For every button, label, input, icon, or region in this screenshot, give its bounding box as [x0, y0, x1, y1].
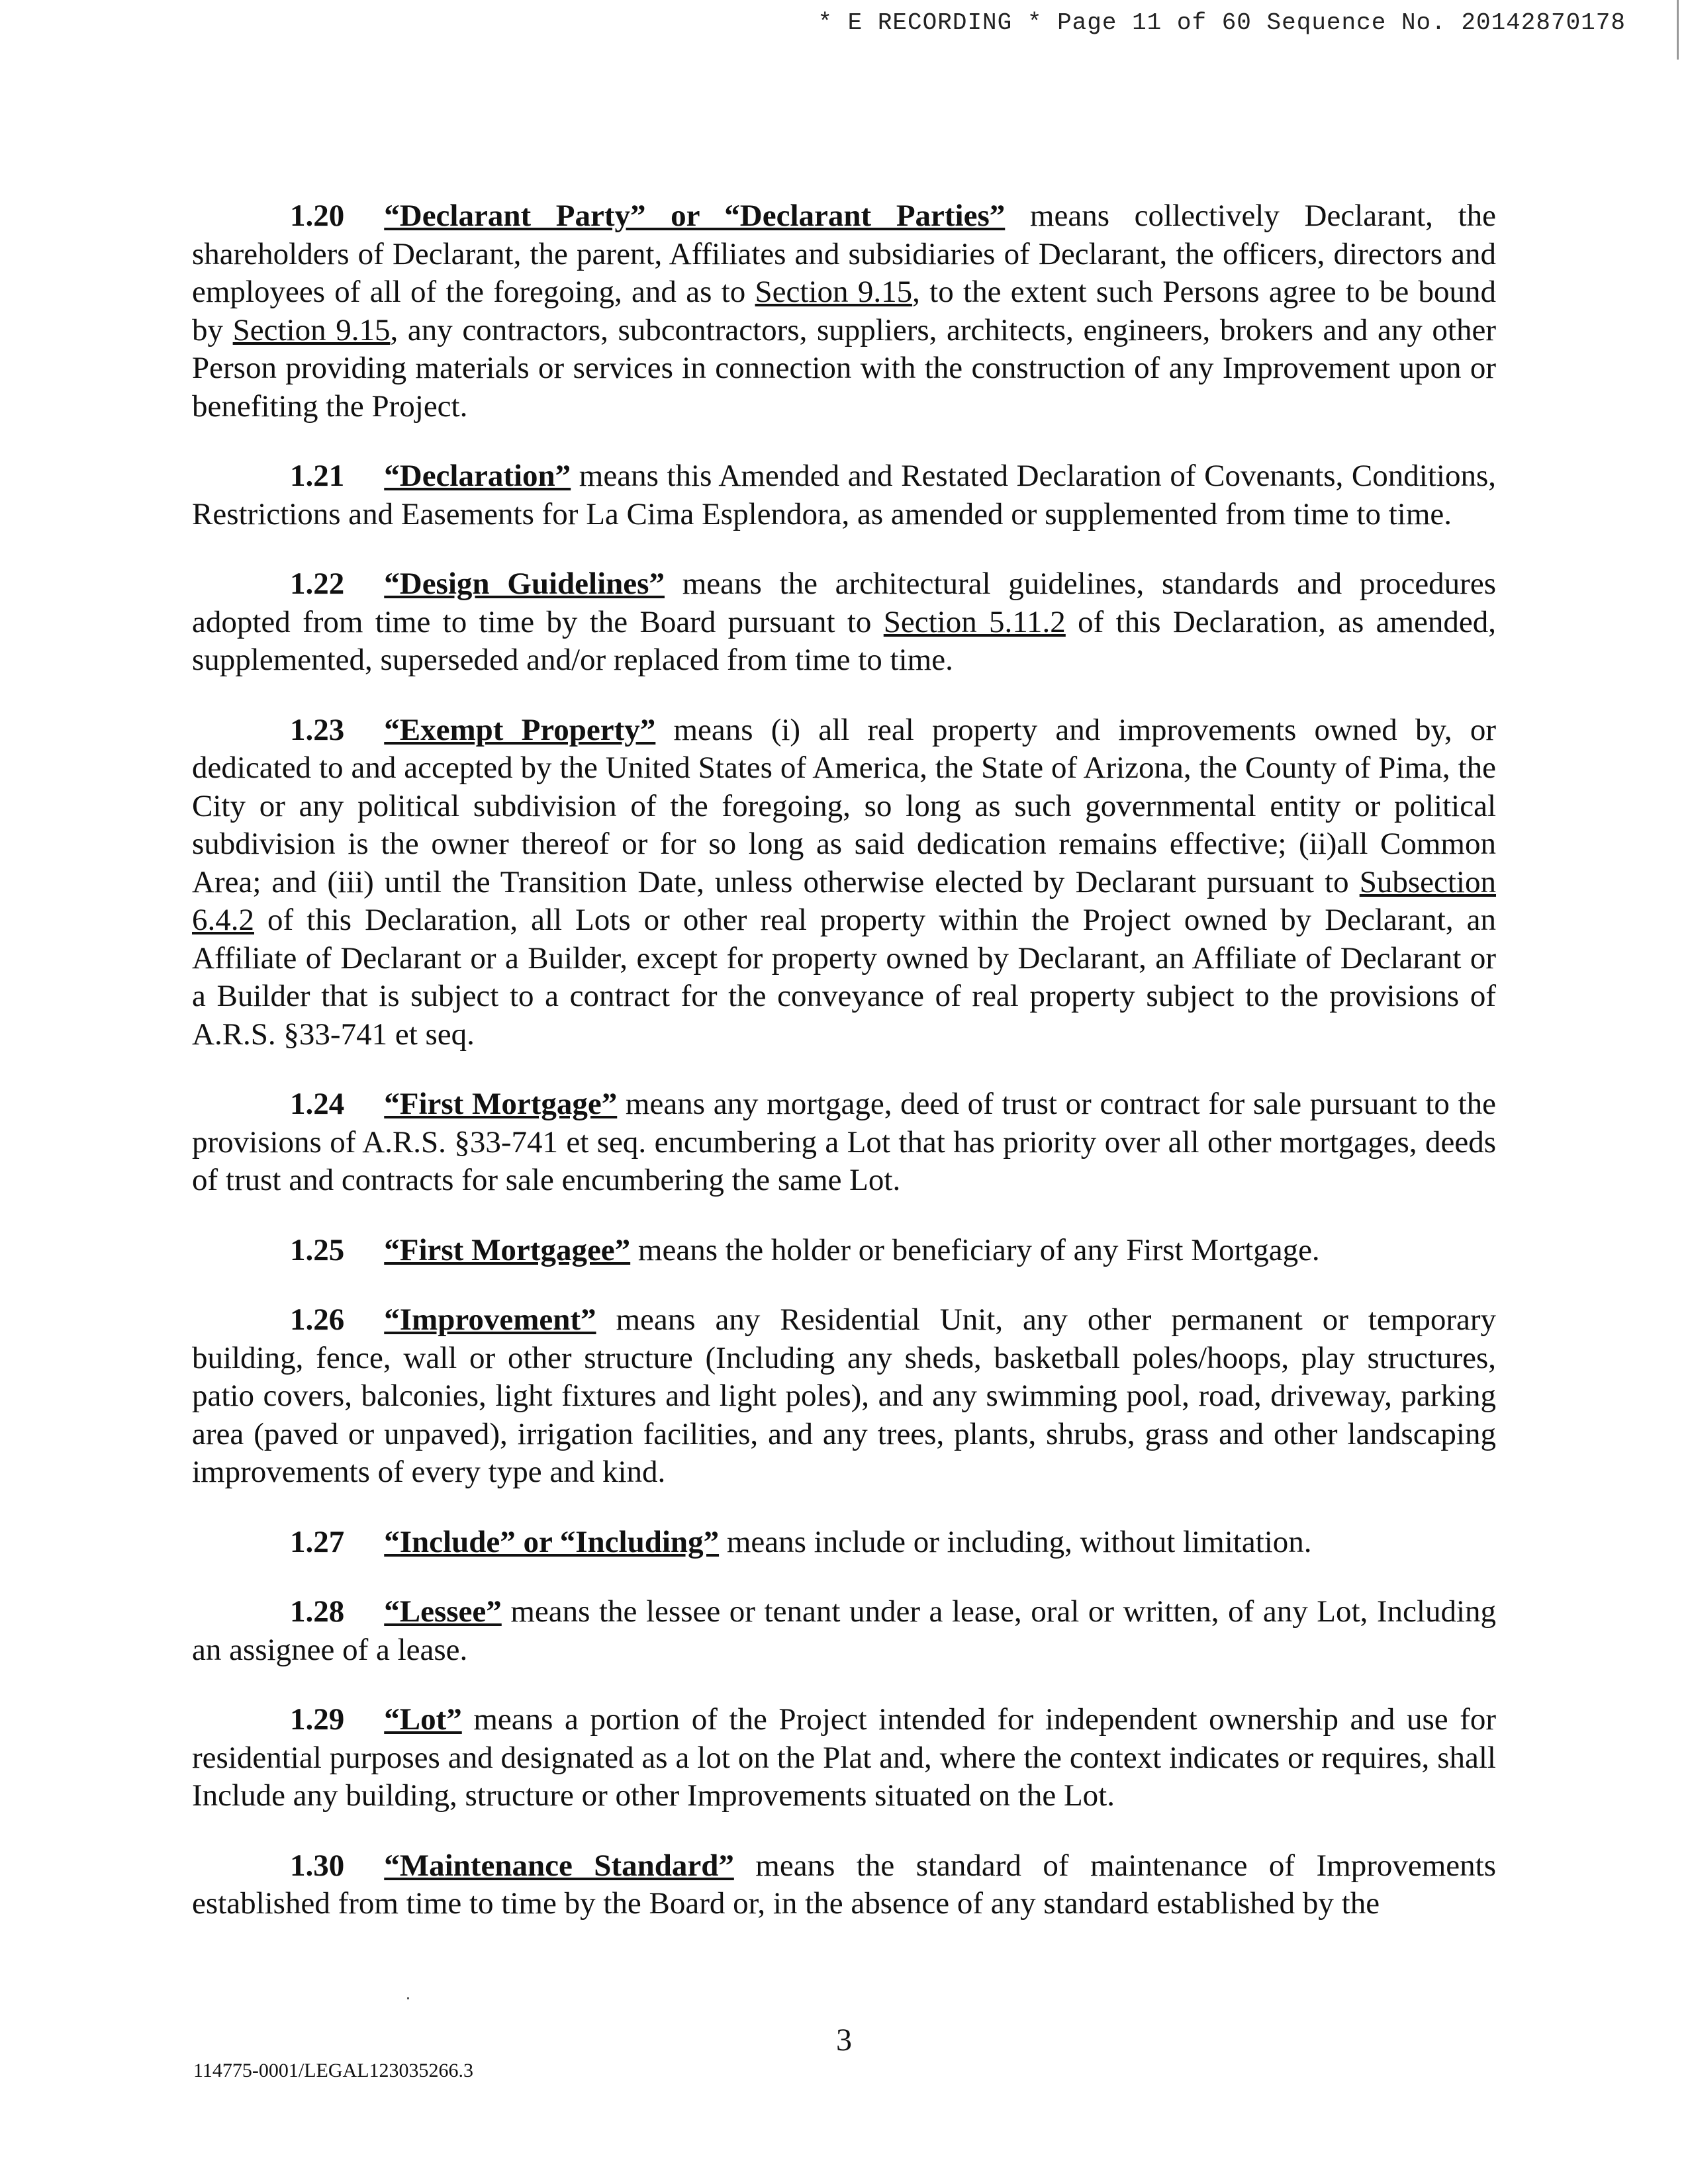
definition-text: means any Residential Unit, any other permanent or temporary building, fence, wall or other structure (Including any sheds, basketball poles/hoops, play structures, patio covers, balconies, light fixtures and light poles), and any swimming pool, road, driveway, parking area (paved or unpaved), irrigation facilities, and any trees, plants, shrubs, grass and other landscaping improvements of every type and kind. — [192, 1302, 1496, 1489]
defined-term: “Lessee” — [384, 1594, 502, 1629]
definition-text: , any contractors, subcontractors, suppliers, architects, engineers, brokers and any other Person providing materials or services in connection with the construction of any Improvement upon or benefiting the Project. — [192, 312, 1497, 424]
definition-text: means (i) all real property and improvements owned by, or dedicated to and accepted by the United States of America, the State of Arizona, the County of Pima, the City or any political subdivision of the foregoing, so long as such governmental entity or political subdivision is the owner thereof or for so long as said dedication remains effective; (ii)all Common Area; and (iii) until the Transition Date, unless otherwise elected by Declarant pursuant to — [192, 712, 1496, 899]
defined-term: “Declaration” — [384, 459, 571, 493]
defined-term: “First Mortgage” — [384, 1087, 618, 1121]
section-reference: Section 9.15 — [232, 312, 391, 347]
definition-text: means include or including, without limitation. — [719, 1524, 1312, 1559]
section-reference: Section 5.11.2 — [883, 604, 1066, 639]
defined-term: “Improvement” — [384, 1302, 596, 1337]
defined-term: “Include” or “Including” — [384, 1524, 720, 1559]
section-1-28 — [192, 1593, 1496, 1669]
page-number: 3 — [836, 2023, 852, 2058]
section-1-25 — [192, 1232, 1496, 1270]
definition-text: means a portion of the Project intended for independent ownership and use for residential purposes and designated as a lot on the Plat and, where the context indicates or requires, shall Include any building, structure or other Improvements situated on the Lot. — [192, 1702, 1496, 1813]
section-number: 1.27 — [290, 1524, 345, 1559]
document-body — [192, 197, 1496, 1955]
definition-text: means the holder or beneficiary of any First Mortgage. — [630, 1232, 1320, 1267]
section-1-29 — [192, 1701, 1496, 1815]
recording-stamp: * E RECORDING * Page 11 of 60 Sequence No. 20142870178 — [818, 9, 1626, 36]
document-id: 114775-0001/LEGAL123035266.3 — [193, 2060, 474, 2081]
section-number: 1.26 — [290, 1302, 345, 1337]
section-number: 1.24 — [290, 1087, 345, 1121]
defined-term: “First Mortgagee” — [384, 1232, 631, 1267]
section-1-27 — [192, 1524, 1496, 1562]
defined-term: “Lot” — [384, 1702, 462, 1737]
section-number: 1.30 — [290, 1848, 345, 1883]
scan-speck — [407, 1997, 409, 1999]
definition-text: means the architectural guidelines, standards and procedures adopted from time to time by the Board pursuant to — [192, 567, 1496, 639]
section-number: 1.21 — [290, 459, 345, 493]
defined-term: “Exempt Property” — [384, 712, 656, 747]
definition-text: , to the extent such Persons agree to be bound by — [192, 275, 1497, 347]
definition-text: means the lessee or tenant under a lease, oral or written, of any Lot, Including an assignee of a lease. — [192, 1594, 1496, 1667]
section-1-20 — [192, 197, 1496, 426]
definition-text: of this Declaration, all Lots or other real property within the Project owned by Declarant, an Affiliate of Declarant or a Builder, except for property owned by Declarant, an Affiliate of Declarant or a Builder that is subject to a contract for the conveyance of real property subject to the provisions of A.R.S. §33-741 et seq. — [192, 903, 1496, 1052]
definition-text: means any mortgage, deed of trust or contract for sale pursuant to the provisions of A.R.S. §33-741 et seq. encumbering a Lot that has priority over all other mortgages, deeds of trust and contracts for sale encumbering the same Lot. — [192, 1087, 1496, 1197]
section-reference: Section 9.15 — [755, 275, 913, 309]
definition-text: means the standard of maintenance of Improvements established from time to time by the Board or, in the absence of any standard established by the — [192, 1848, 1496, 1921]
section-1-21 — [192, 457, 1496, 533]
definition-text: of this Declaration, as amended, supplemented, superseded and/or replaced from time to time. — [192, 604, 1497, 677]
section-number: 1.20 — [290, 199, 345, 233]
section-1-30 — [192, 1847, 1496, 1923]
section-number: 1.29 — [290, 1702, 345, 1737]
definition-text: means collectively Declarant, the shareholders of Declarant, the parent, Affiliates and subsidiaries of Declarant, the officers, directors and employees of all of the foregoing, and as to — [192, 199, 1496, 309]
section-1-24 — [192, 1085, 1496, 1200]
section-number: 1.23 — [290, 712, 345, 747]
defined-term: “Maintenance Standard” — [384, 1848, 734, 1883]
section-number: 1.25 — [290, 1232, 345, 1267]
definition-text: means this Amended and Restated Declaration of Covenants, Conditions, Restrictions and Easements for La Cima Esplendora, as amended or supplemented from time to time. — [192, 459, 1496, 531]
defined-term: “Design Guidelines” — [384, 567, 665, 601]
scan-edge-mark — [1677, 0, 1679, 60]
section-reference: Subsection 6.4.2 — [192, 864, 1496, 937]
section-1-22 — [192, 565, 1496, 680]
section-1-23 — [192, 711, 1496, 1054]
section-number: 1.28 — [290, 1594, 345, 1629]
section-1-26 — [192, 1301, 1496, 1492]
defined-term: “Declarant Party” or “Declarant Parties” — [384, 199, 1006, 233]
section-number: 1.22 — [290, 567, 345, 601]
